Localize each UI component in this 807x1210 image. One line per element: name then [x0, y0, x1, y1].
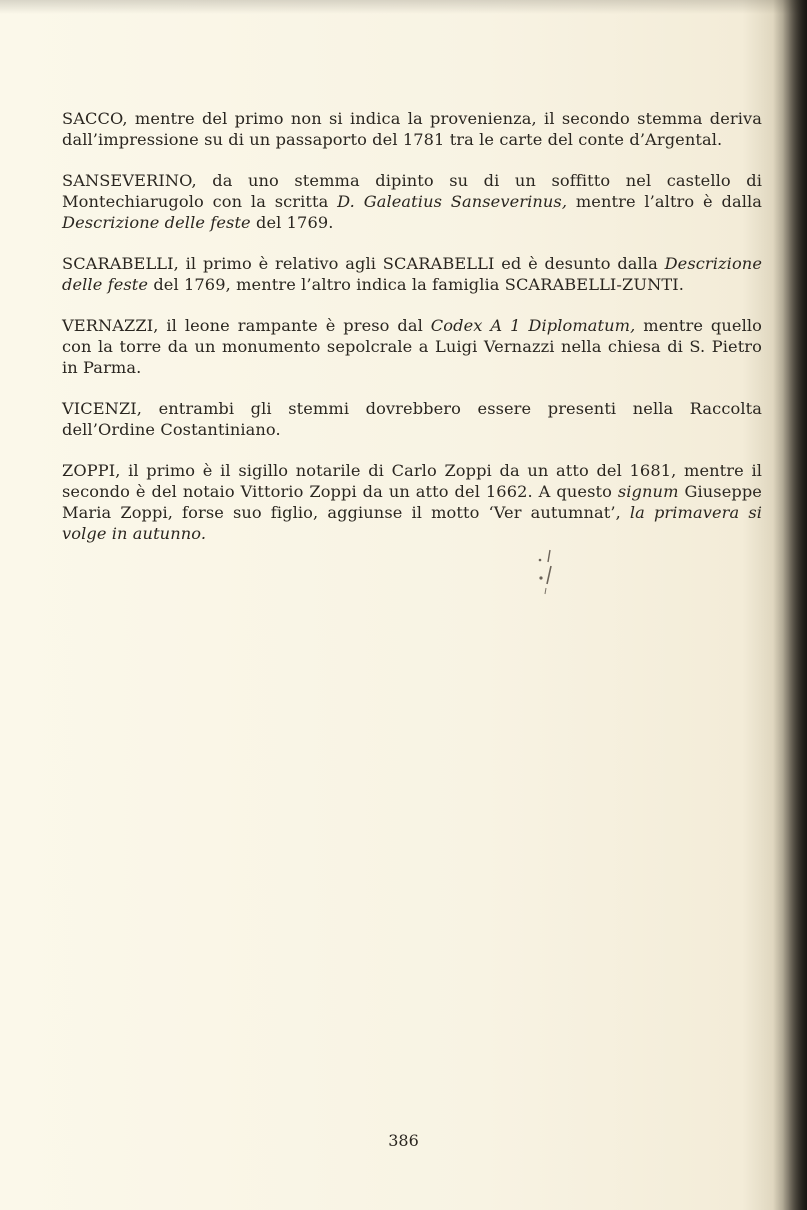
text-segment: SACCO, mentre del primo non si indica la provenienza, il secondo stemma deriva dall’impressione su di un passaporto del 1781 tra le carte del conte d’Argental. [62, 109, 762, 149]
text-segment: mentre l’altro è dalla [567, 192, 762, 211]
ink-marks [536, 548, 558, 596]
text-segment: VERNAZZI, il leone rampante è preso dal [62, 316, 431, 335]
text-segment: del 1769. [250, 213, 334, 232]
paragraph-vicenzi [62, 398, 762, 440]
page-gutter-shadow [773, 0, 807, 1210]
italic-text-segment: signum [617, 482, 679, 501]
paragraph-sacco [62, 108, 762, 150]
body-text [62, 108, 762, 564]
paragraph-zoppi [62, 460, 762, 544]
text-segment: mentre quello con la torre da un monumento sepolcrale a Luigi Vernazzi nella chiesa di S. Pietro in Parma. [62, 316, 762, 377]
text-segment: del 1769, mentre l’altro indica la famiglia SCARABELLI-ZUNTI. [148, 275, 684, 294]
paragraph-sanseverino [62, 170, 762, 233]
paragraph-scarabelli [62, 253, 762, 295]
paragraph-vernazzi [62, 315, 762, 378]
italic-text-segment: D. Galeatius Sanseverinus, [337, 192, 568, 211]
page-number: 386 [388, 1131, 419, 1150]
text-segment: SANSEVERINO, da uno stemma dipinto su di un soffitto nel castello di Montechiarugolo con la scritta [62, 171, 762, 211]
text-segment: VICENZI, entrambi gli stemmi dovrebbero essere presenti nella Raccolta dell’Ordine Costantiniano. [62, 399, 762, 439]
page-top-shadow [0, 0, 807, 14]
italic-text-segment: Codex A 1 Diplomatum, [430, 316, 636, 335]
text-segment: Giuseppe Maria Zoppi, forse suo figlio, aggiunse il motto ‘Ver autumnat’, [62, 482, 762, 522]
text-segment: SCARABELLI, il primo è relativo agli SCARABELLI ed è desunto dalla [62, 254, 665, 273]
italic-text-segment: la primavera si volge in autunno. [62, 503, 763, 543]
italic-text-segment: Descrizione delle feste [62, 213, 251, 232]
italic-text-segment: Descrizione delle feste [62, 254, 762, 294]
text-segment: ZOPPI, il primo è il sigillo notarile di Carlo Zoppi da un atto del 1681, mentre il secondo è del notaio Vittorio Zoppi da un atto del 1662. A questo [62, 461, 762, 501]
